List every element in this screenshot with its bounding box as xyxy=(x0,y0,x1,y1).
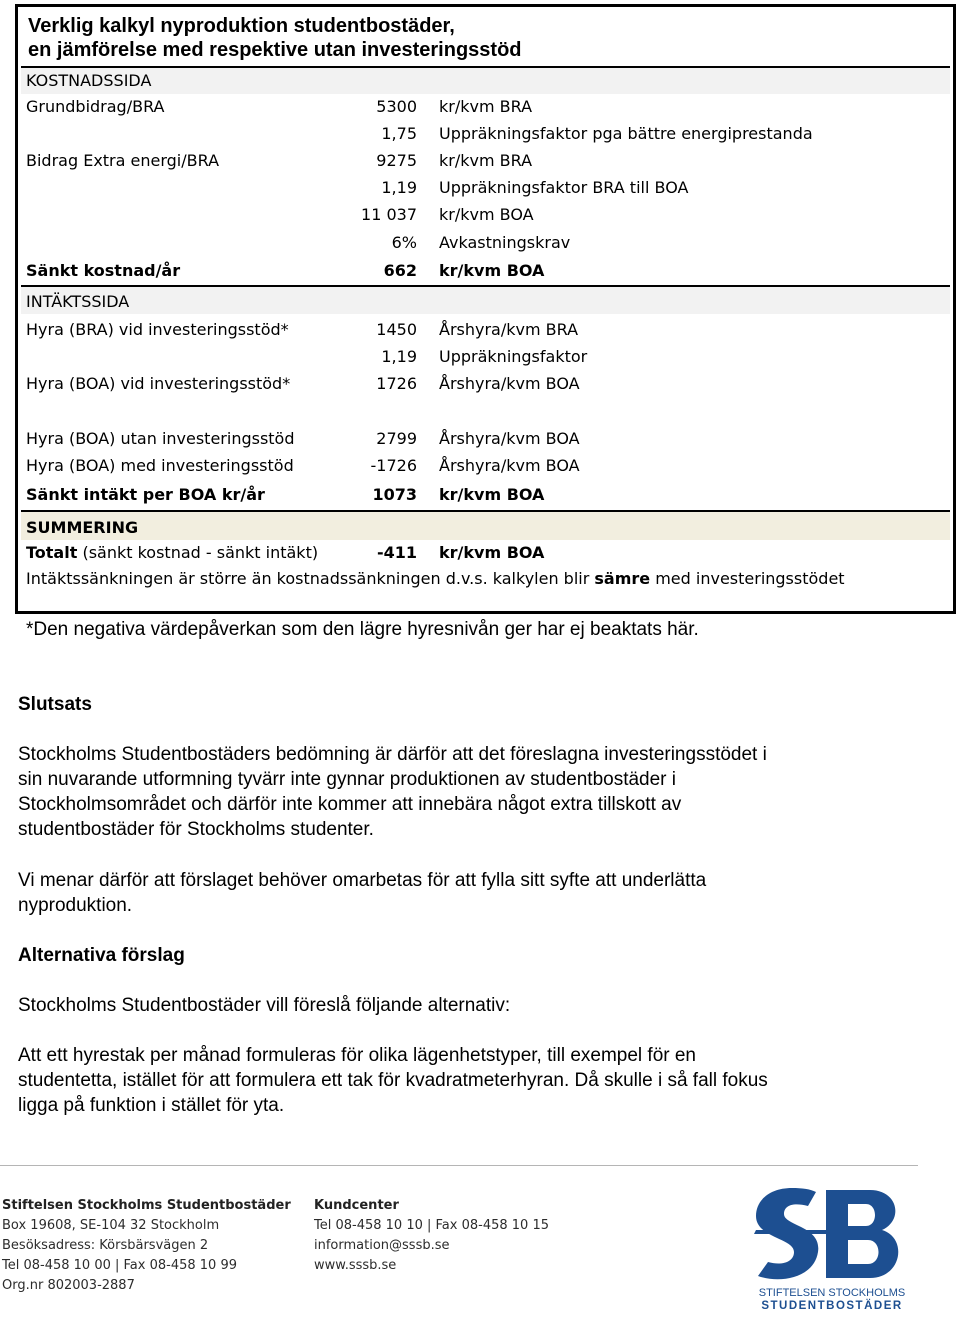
cost-section-header xyxy=(21,68,950,94)
row-value: 1,19 xyxy=(381,347,417,366)
footer-kc-phone: Tel 08-458 10 10 | Fax 08-458 10 15 xyxy=(314,1218,549,1233)
table-row-subtotal xyxy=(21,258,950,284)
row-unit: Uppräkningsfaktor BRA till BOA xyxy=(439,178,689,197)
conclusion-text xyxy=(26,569,845,588)
footer-email-link[interactable]: information@sssb.se xyxy=(314,1238,450,1253)
heading-slutsats: Slutsats xyxy=(18,694,92,715)
paragraph-alternativ-1: Stockholms Studentbostäder vill föreslå följande alternativ: xyxy=(18,995,511,1016)
row-unit: Uppräkningsfaktor xyxy=(439,347,588,366)
conclusion-emphasis: sämre xyxy=(594,569,651,588)
footer-org-name: Stiftelsen Stockholms Studentbostäder xyxy=(2,1198,291,1213)
footer-phone: Tel 08-458 10 00 | Fax 08-458 10 99 xyxy=(2,1258,237,1273)
calculation-table xyxy=(15,4,956,614)
row-value: -1726 xyxy=(370,456,417,475)
text-line: sin nuvarande utformning tyvärr inte gynnar produktionen av studentbostäder i xyxy=(18,769,677,790)
table-row xyxy=(21,426,950,452)
total-label-rest: (sänkt kostnad - sänkt intäkt) xyxy=(77,543,319,562)
sssb-logo xyxy=(752,1186,912,1312)
text-line: Stockholms Studentbostäders bedömning är därför att det föreslagna investeringsstödet i xyxy=(18,744,767,765)
text-line: Vi menar därför att förslaget behöver omarbetas för att fylla sitt syfte att underlätta xyxy=(18,870,707,891)
footer-organization xyxy=(2,1196,291,1296)
conclusion-text-start: Intäktssänkningen är större än kostnadssänkningen d.v.s. kalkylen blir xyxy=(26,569,595,588)
footer-kundcenter xyxy=(314,1196,549,1276)
row-value: 1,19 xyxy=(381,178,417,197)
table-title-line-1: Verklig kalkyl nyproduktion studentbostäder, xyxy=(28,15,455,37)
row-unit: Årshyra/kvm BOA xyxy=(439,429,580,448)
conclusion-row xyxy=(21,566,950,592)
text-line: Att ett hyrestak per månad formuleras för olika lägenhetstyper, till exempel för en xyxy=(18,1045,696,1066)
table-row xyxy=(21,453,950,479)
table-row xyxy=(21,175,950,201)
paragraph-alternativ-2 xyxy=(18,1043,768,1118)
table-row xyxy=(21,344,950,370)
footer-kc-name: Kundcenter xyxy=(314,1198,399,1213)
row-value: 662 xyxy=(383,261,417,280)
row-value: 2799 xyxy=(376,429,417,448)
row-label: Hyra (BRA) vid investeringsstöd* xyxy=(26,320,289,339)
row-value: 11 037 xyxy=(361,205,417,224)
text-line: ligga på funktion i stället för yta. xyxy=(18,1095,285,1116)
footer-divider xyxy=(0,1165,918,1166)
total-label-bold: Totalt xyxy=(26,543,78,562)
footnote: *Den negativa värdepåverkan som den lägre hyresnivån ger har ej beaktats här. xyxy=(26,619,699,640)
summary-section-header xyxy=(21,510,950,540)
logo-text-line-1: STIFTELSEN STOCKHOLMS xyxy=(758,1287,906,1299)
table-row-total xyxy=(21,540,950,566)
row-unit: Uppräkningsfaktor pga bättre energiprestanda xyxy=(439,124,813,143)
heading-alternativa-forslag: Alternativa förslag xyxy=(18,945,185,966)
table-row-subtotal xyxy=(21,482,950,508)
cost-section-label: KOSTNADSSIDA xyxy=(26,71,152,90)
paragraph-slutsats-2 xyxy=(18,868,706,918)
logo-text-line-2: STUDENTBOSTÄDER xyxy=(761,1300,903,1312)
row-label: Hyra (BOA) utan investeringsstöd xyxy=(26,429,295,448)
row-unit: kr/kvm BRA xyxy=(439,97,533,116)
text-line: studentbostäder för Stockholms studenter. xyxy=(18,819,374,840)
footer-address: Box 19608, SE-104 32 Stockholm xyxy=(2,1218,220,1233)
row-unit: kr/kvm BOA xyxy=(439,205,534,224)
text-line: Stockholmsområdet och därför inte kommer att innebära något extra tillskott av xyxy=(18,794,682,815)
row-unit: Årshyra/kvm BOA xyxy=(439,456,580,475)
row-label: Sänkt kostnad/år xyxy=(26,261,181,280)
footer-visit-address: Besöksadress: Körsbärsvägen 2 xyxy=(2,1238,209,1253)
row-value: 1726 xyxy=(376,374,417,393)
table-row xyxy=(21,317,950,343)
income-section-header xyxy=(21,285,950,314)
row-value: -411 xyxy=(376,543,417,562)
row-label xyxy=(26,543,318,562)
row-unit: kr/kvm BOA xyxy=(439,485,545,504)
text-line: nyproduktion. xyxy=(18,895,133,916)
row-value: 1450 xyxy=(376,320,417,339)
table-row xyxy=(21,230,950,256)
row-unit: Årshyra/kvm BRA xyxy=(439,320,579,339)
conclusion-text-end: med investeringsstödet xyxy=(650,569,845,588)
row-unit: kr/kvm BOA xyxy=(439,543,545,562)
table-row xyxy=(21,202,950,228)
income-section-label: INTÄKTSSIDA xyxy=(26,292,130,311)
row-unit: kr/kvm BRA xyxy=(439,151,533,170)
row-value: 6% xyxy=(391,233,417,252)
text-line: studentetta, istället för att formulera ett tak för kvadratmeterhyran. Då skulle i så fall fokus xyxy=(18,1070,768,1091)
table-row xyxy=(21,148,950,174)
table-row xyxy=(21,94,950,120)
summary-section-label: SUMMERING xyxy=(26,518,139,537)
footer-website-link[interactable]: www.sssb.se xyxy=(314,1258,397,1273)
row-value: 5300 xyxy=(376,97,417,116)
row-unit: Avkastningskrav xyxy=(439,233,571,252)
table-row xyxy=(21,371,950,397)
table-row xyxy=(21,121,950,147)
row-value: 1073 xyxy=(372,485,417,504)
table-title-line-2: en jämförelse med respektive utan investeringsstöd xyxy=(28,39,522,61)
footer-org-number: Org.nr 802003-2887 xyxy=(2,1278,135,1293)
row-value: 9275 xyxy=(376,151,417,170)
row-value: 1,75 xyxy=(381,124,417,143)
paragraph-slutsats-1 xyxy=(18,742,767,842)
row-unit: Årshyra/kvm BOA xyxy=(439,374,580,393)
sssb-logo-icon xyxy=(752,1186,912,1312)
row-label: Hyra (BOA) med investeringsstöd xyxy=(26,456,294,475)
row-label: Grundbidrag/BRA xyxy=(26,97,165,116)
row-label: Bidrag Extra energi/BRA xyxy=(26,151,220,170)
row-label: Hyra (BOA) vid investeringsstöd* xyxy=(26,374,291,393)
row-label: Sänkt intäkt per BOA kr/år xyxy=(26,485,265,504)
table-title xyxy=(21,10,950,68)
row-unit: kr/kvm BOA xyxy=(439,261,545,280)
